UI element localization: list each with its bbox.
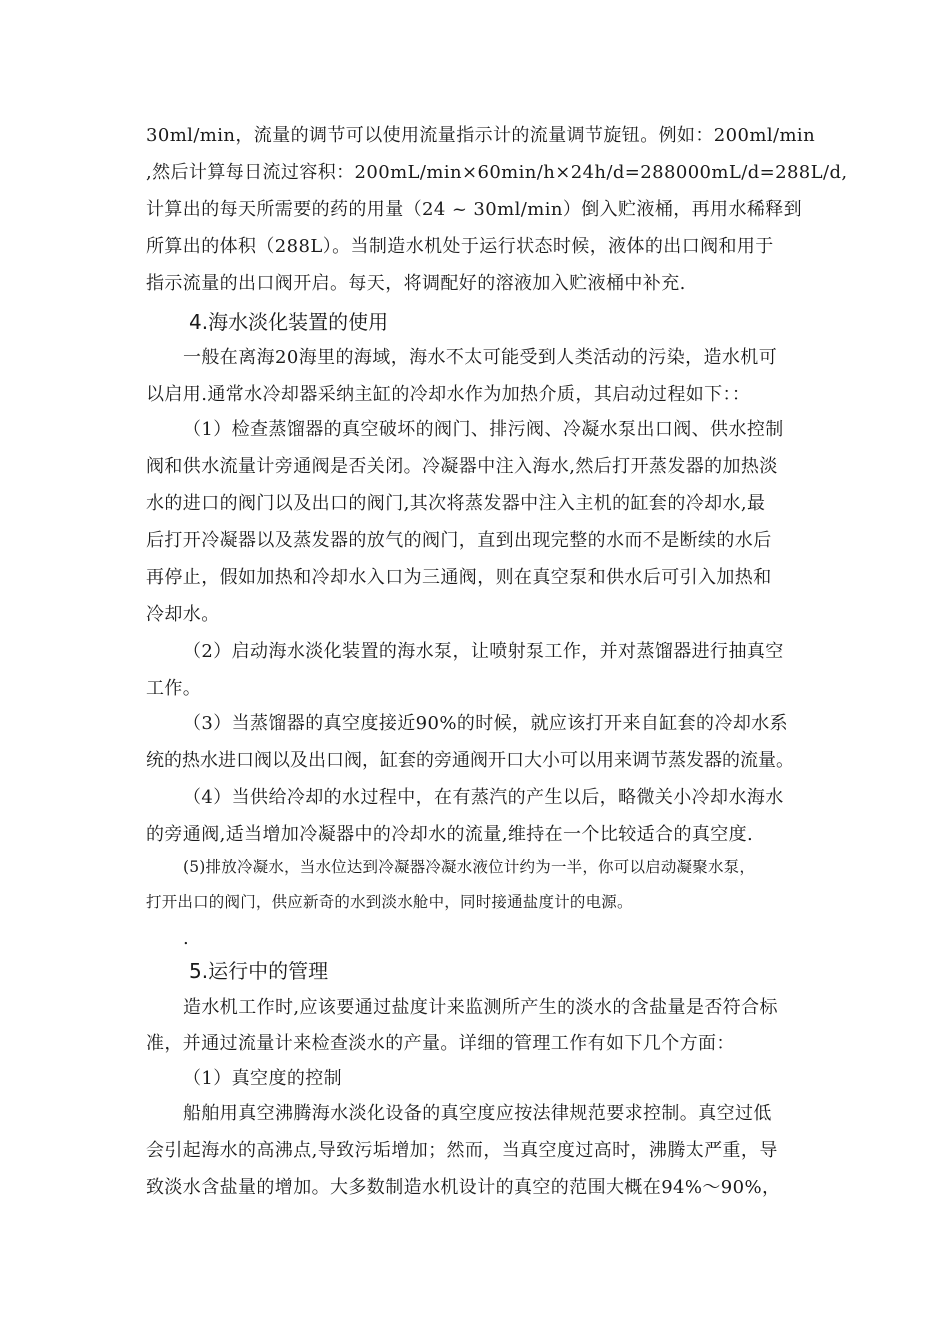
- section-heading: 5.运行中的管理: [189, 959, 329, 983]
- text-line: 再停止，假如加热和冷却水入口为三通阀，则在真空泵和供水后可引入加热和: [146, 567, 772, 588]
- text-line: 会引起海水的高沸点,导致污垢增加；然而，当真空度过高时，沸腾太严重，导: [146, 1140, 778, 1161]
- text-line: 30ml/min，流量的调节可以使用流量指示计的流量调节旋钮。例如：200ml/min: [146, 125, 816, 146]
- text-line: (5)排放冷凝水，当水位达到冷凝器冷凝水液位计约为一半，你可以启动凝聚水泵，: [183, 858, 756, 876]
- text-line: 计算出的每天所需要的药的用量（24 ~ 30ml/min）倒入贮液桶，再用水稀释到: [146, 199, 803, 220]
- text-line: 冷却水。: [146, 604, 220, 625]
- section-heading: 4.海水淡化装置的使用: [189, 310, 389, 334]
- text-line: 所算出的体积（288L）。当制造水机处于运行状态时候，液体的出口阀和用于: [146, 236, 774, 257]
- text-line: 统的热水进口阀以及出口阀，缸套的旁通阀开口大小可以用来调节蒸发器的流量。: [146, 750, 794, 771]
- text-line: 后打开冷凝器以及蒸发器的放气的阀门，直到出现完整的水而不是断续的水后: [146, 530, 772, 551]
- subsection-heading: （1）真空度的控制: [183, 1068, 343, 1089]
- text-line: 一般在离海20海里的海域，海水不太可能受到人类活动的污染，造水机可: [183, 347, 778, 368]
- text-line: 阀和供水流量计旁通阀是否关闭。冷凝器中注入海水,然后打开蒸发器的加热淡: [146, 456, 778, 477]
- text-line: 工作。: [146, 678, 202, 699]
- text-line: （3）当蒸馏器的真空度接近90%的时候，就应该打开来自缸套的冷却水系: [183, 713, 789, 734]
- text-line: ,然后计算每日流过容积：200mL/min×60min/h×24h/d=288000mL/d=288L/d,: [146, 162, 848, 183]
- text-line: 致淡水含盐量的增加。大多数制造水机设计的真空的范围大概在94%～90%，: [146, 1177, 781, 1198]
- text-line: 以启用.通常水冷却器采纳主缸的冷却水作为加热介质，其启动过程如下：：: [146, 384, 751, 405]
- text-line: 准，并通过流量计来检查淡水的产量。详细的管理工作有如下几个方面：: [146, 1033, 735, 1054]
- text-line: 指示流量的出口阀开启。每天，将调配好的溶液加入贮液桶中补充.: [146, 273, 686, 294]
- text-line: （4）当供给冷却的水过程中，在有蒸汽的产生以后，略微关小冷却水海水: [183, 787, 784, 808]
- text-line: （2）启动海水淡化装置的海水泵，让喷射泵工作，并对蒸馏器进行抽真空: [183, 641, 784, 662]
- text-line: 造水机工作时,应该要通过盐度计来监测所产生的淡水的含盐量是否符合标: [183, 997, 778, 1018]
- text-line: 船舶用真空沸腾海水淡化设备的真空度应按法律规范要求控制。真空过低: [183, 1103, 772, 1124]
- text-line: （1）检查蒸馏器的真空破坏的阀门、排污阀、冷凝水泵出口阀、供水控制: [183, 419, 784, 440]
- stray-dot: .: [183, 928, 189, 949]
- text-line: 的旁通阀,适当增加冷凝器中的冷却水的流量,维持在一个比较适合的真空度.: [146, 824, 754, 845]
- text-line: 打开出口的阀门，供应新奇的水到淡水舱中，同时接通盐度计的电源。: [146, 893, 633, 911]
- text-line: 水的进口的阀门以及出口的阀门,其次将蒸发器中注入主机的缸套的冷却水,最: [146, 493, 766, 514]
